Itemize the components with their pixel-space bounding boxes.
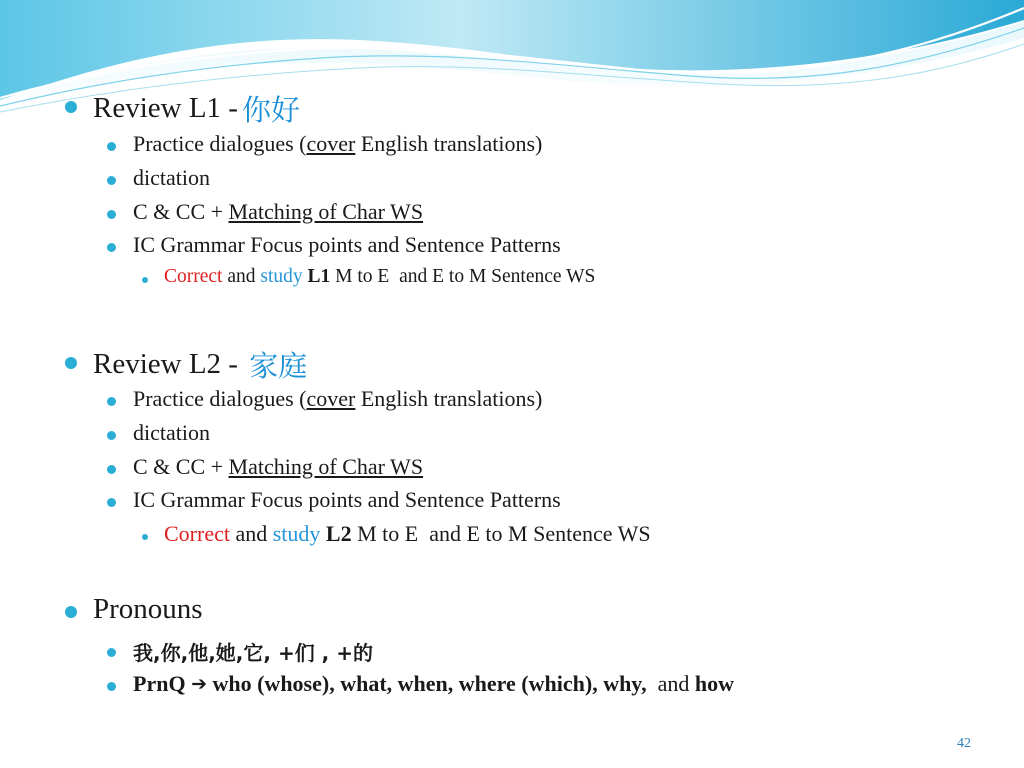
bullet-icon [107,648,116,657]
right-arrow-icon: ➔ [191,673,207,695]
section-title-review-l2 [93,344,307,385]
item-text-bold: L2 [320,521,352,546]
item-text: C & CC + [133,454,229,479]
item-text-blue: study [260,266,303,287]
bullet-icon [107,142,116,151]
item-text: M to E and E to M Sentence WS [351,521,651,546]
list-item-practice-dialogues [133,386,542,412]
list-item-char-matching [133,199,423,225]
bullet-icon [65,101,77,113]
section-title-review-l1 [93,88,300,129]
item-text-underlined: cover [306,131,356,156]
item-text-bold: L1 [302,266,331,287]
item-text-bold: how [694,671,734,696]
item-text: IC Grammar Focus points and Sentence Patterns [133,232,561,257]
bullet-icon [107,682,116,691]
item-text: Practice dialogues ( [133,131,307,156]
item-text-underlined: Matching of Char WS [228,199,424,224]
sub-item-correct-study-l1 [164,266,595,288]
bullet-icon [142,534,148,540]
bullet-icon [107,498,116,507]
item-text: English translations) [355,131,543,156]
item-text-bold: PrnQ [133,671,192,696]
list-item-grammar [133,487,561,513]
item-text: Practice dialogues ( [133,386,307,411]
bullet-icon [65,606,77,618]
bullet-icon [107,465,116,474]
item-text: M to E and E to M Sentence WS [330,266,596,287]
bullet-icon [107,176,116,185]
item-text-bold: who (whose), what, when, where (which), why, [206,671,647,696]
list-item-dictation [133,165,210,191]
item-text-underlined: Matching of Char WS [228,454,424,479]
bullet-icon [107,397,116,406]
item-text-red: Correct [164,266,223,287]
sub-item-correct-study-l2 [164,521,651,547]
item-text: dictation [133,165,210,190]
list-item-grammar [133,232,561,258]
section-title-text: Review L2 - [93,348,246,380]
list-item-pronoun-characters [133,637,373,666]
bullet-icon [107,431,116,440]
section-title-text: Pronouns [93,593,203,625]
item-text: C & CC + [133,199,229,224]
bullet-icon [65,357,77,369]
section-title-cjk: 你好 [241,93,300,127]
item-text: IC Grammar Focus points and Sentence Patterns [133,487,561,512]
section-title-pronouns [93,593,203,626]
list-item-practice-dialogues [133,131,542,157]
bullet-icon [142,277,148,283]
page-number: 42 [957,736,971,751]
bullet-icon [107,243,116,252]
list-item-char-matching [133,454,423,480]
list-item-dictation [133,420,210,446]
item-text: dictation [133,420,210,445]
item-text-bold: 我,你,他,她,它, +们 , +的 [133,641,373,665]
bullet-icon [107,210,116,219]
item-text: and [229,521,273,546]
item-text: and [646,671,695,696]
list-item-prnq [133,671,734,697]
section-title-cjk: 家庭 [249,349,308,383]
item-text: and [222,266,261,287]
item-text: English translations) [355,386,543,411]
item-text-blue: study [272,521,321,546]
section-title-text: Review L1 - [93,92,238,124]
item-text-red: Correct [164,521,230,546]
item-text-underlined: cover [306,386,356,411]
